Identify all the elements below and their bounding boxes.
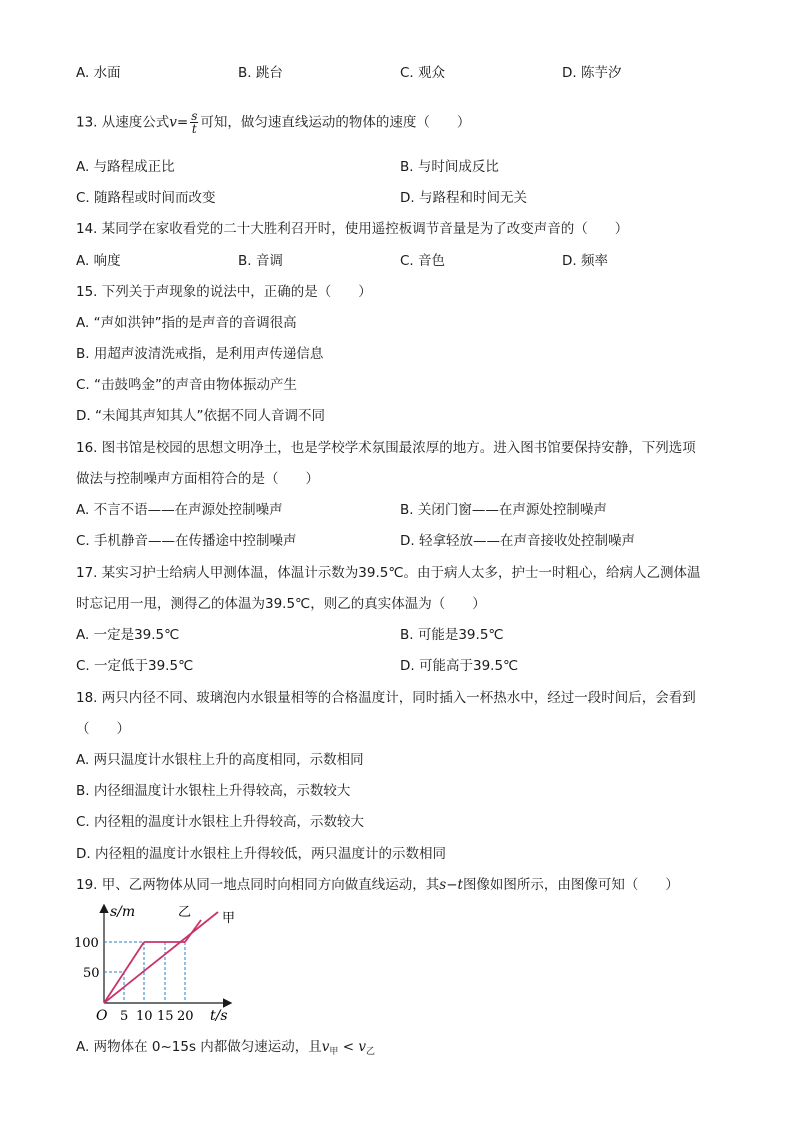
- q17-option-c: C. 一定低于39.5℃: [76, 658, 194, 674]
- q12-option-c: C. 观众: [400, 65, 446, 81]
- q19-prefix: 19. 甲、乙两物体从同一地点同时向相同方向做直线运动，其: [76, 877, 440, 893]
- v-jia-symbol: v: [321, 1039, 330, 1055]
- q18-stem-line2: （ ）: [76, 721, 130, 737]
- q19-stem: [76, 876, 679, 894]
- q13-option-b: B. 与时间成反比: [400, 159, 499, 175]
- series-label-jia: 甲: [222, 911, 236, 926]
- y-axis-label: s/m: [110, 904, 136, 920]
- q14-option-d: D. 频率: [562, 253, 608, 269]
- q18-option-a: A. 两只温度计水银柱上升的高度相同，示数相同: [76, 752, 364, 768]
- q17-option-d: D. 可能高于39.5℃: [400, 658, 519, 674]
- q12-option-a: A. 水面: [76, 65, 121, 81]
- series-line-yi-rise: [185, 920, 201, 942]
- q19-suffix: 图像如图所示，由图像可知（ ）: [462, 877, 679, 893]
- q15-stem: 15. 下列关于声现象的说法中，正确的是（ ）: [76, 284, 372, 300]
- x-tick-10: 10: [136, 1009, 153, 1024]
- q13-formula-v: v: [169, 114, 177, 131]
- q14-option-b: B. 音调: [238, 253, 283, 269]
- q13-fraction-denominator: t: [191, 122, 197, 136]
- st-graph: [70, 900, 250, 1030]
- x-tick-20: 20: [177, 1009, 194, 1024]
- v-jia-subscript: 甲: [329, 1047, 339, 1057]
- x-tick-5: 5: [120, 1009, 129, 1024]
- q13-prefix: 13. 从速度公式: [76, 114, 170, 131]
- q13-formula-fraction: [190, 110, 198, 135]
- q13-option-d: D. 与路程和时间无关: [400, 190, 527, 206]
- q16-stem-line2: 做法与控制噪声方面相符合的是（ ）: [76, 471, 319, 487]
- q19-st-symbol: s−t: [439, 877, 463, 893]
- q17-stem-line2: 时忘记用一甩，测得乙的体温为39.5℃，则乙的真实体温为（ ）: [76, 596, 486, 612]
- q17-stem-line1: 17. 某实习护士给病人甲测体温，体温计示数为39.5℃。由于病人太多，护士一时粗心，给病人乙测体温: [76, 565, 701, 581]
- less-than-sign: <: [338, 1039, 359, 1055]
- q15-option-a: A. “声如洪钟”指的是声音的音调很高: [76, 315, 297, 331]
- q16-stem-line1: 16. 图书馆是校园的思想文明净土，也是学校学术氛围最浓厚的地方。进入图书馆要保持安静，下列选项: [76, 440, 696, 456]
- q17-option-b: B. 可能是39.5℃: [400, 627, 504, 643]
- q18-option-d: D. 内径粗的温度计水银柱上升得较低，两只温度计的示数相同: [76, 846, 446, 862]
- q18-option-c: C. 内径粗的温度计水银柱上升得较高，示数较大: [76, 814, 365, 830]
- y-tick-100: 100: [74, 936, 99, 951]
- q13-option-c: C. 随路程或时间而改变: [76, 190, 216, 206]
- q16-option-d: D. 轻拿轻放——在声音接收处控制噪声: [400, 533, 635, 549]
- q13-stem: [76, 110, 470, 135]
- q16-option-a: A. 不言不语——在声源处控制噪声: [76, 502, 283, 518]
- y-tick-50: 50: [83, 966, 100, 981]
- series-line-jia: [104, 912, 218, 1003]
- q17-option-a: A. 一定是39.5℃: [76, 627, 180, 643]
- q12-option-d: D. 陈芋汐: [562, 65, 622, 81]
- q14-option-a: A. 响度: [76, 253, 121, 269]
- q16-option-c: C. 手机静音——在传播途中控制噪声: [76, 533, 297, 549]
- q13-fraction-numerator: s: [191, 109, 198, 123]
- v-yi-subscript: 乙: [365, 1047, 375, 1057]
- x-tick-15: 15: [157, 1009, 174, 1024]
- origin-label: O: [96, 1008, 108, 1024]
- q18-option-b: B. 内径细温度计水银柱上升得较高，示数较大: [76, 783, 351, 799]
- q12-option-b: B. 跳台: [238, 65, 283, 81]
- q14-stem: 14. 某同学在家收看党的二十大胜利召开时，使用遥控板调节音量是为了改变声音的（ ）: [76, 221, 629, 237]
- q15-option-b: B. 用超声波清洗戒指，是利用声传递信息: [76, 346, 324, 362]
- q13-suffix: 可知，做匀速直线运动的物体的速度（ ）: [200, 114, 471, 131]
- q15-option-d: D. “未闻其声知其人”依据不同人音调不同: [76, 408, 325, 424]
- q18-stem-line1: 18. 两只内径不同、玻璃泡内水银量相等的合格温度计，同时插入一杯热水中，经过一段时间后，会看到: [76, 690, 696, 706]
- q13-option-a: A. 与路程成正比: [76, 159, 175, 175]
- v-yi-symbol: v: [358, 1039, 366, 1055]
- x-axis-label: t/s: [210, 1008, 228, 1024]
- q19-option-a: [76, 1038, 375, 1061]
- q19-option-a-text: A. 两物体在 0~15s 内都做匀速运动，且: [76, 1039, 322, 1055]
- q13-formula-eq: =: [176, 114, 189, 131]
- q15-option-c: C. “击鼓鸣金”的声音由物体振动产生: [76, 377, 297, 393]
- q16-option-b: B. 关闭门窗——在声源处控制噪声: [400, 502, 607, 518]
- q14-option-c: C. 音色: [400, 253, 446, 269]
- series-label-yi: 乙: [178, 905, 192, 920]
